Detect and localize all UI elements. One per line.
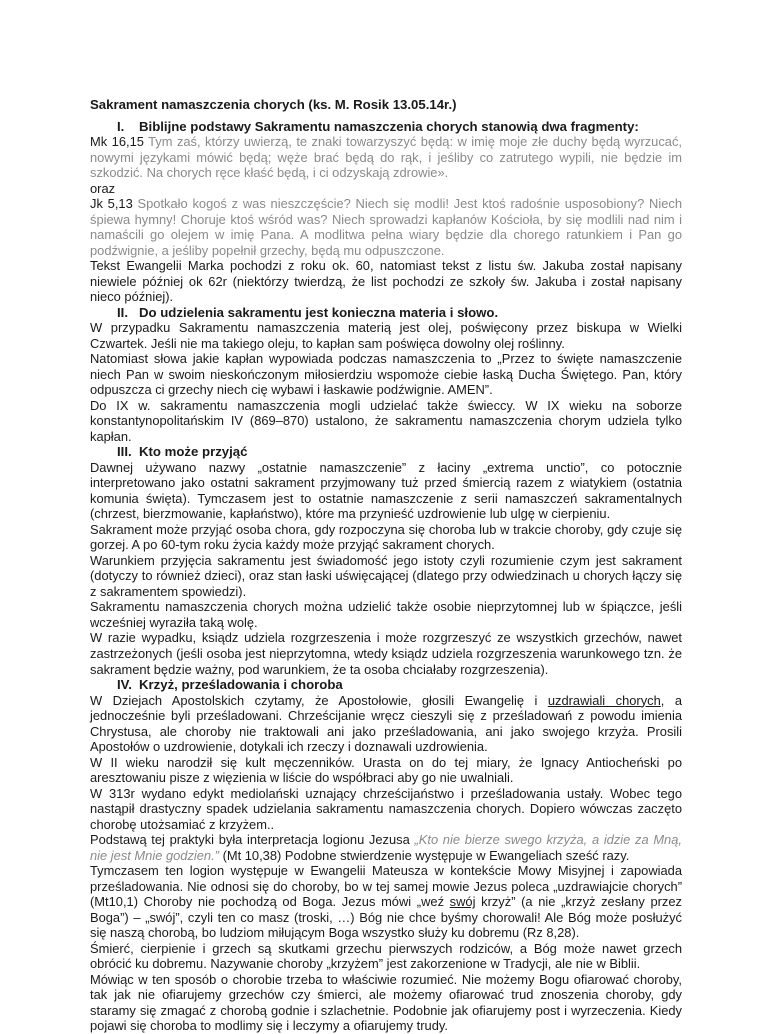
paragraph: Dawnej używano nazwy „ostatnie namaszczenie” z łaciny „extrema unctio”, co potocznie interpretowano jako ostatni sakrament przyjmowany tuż przed śmiercią razem z wiatykiem (ostatnia komunia święta). Tymczasem jest to ostatnie namaszczenie z serii namaszczeń sakramentalnych (chrzest, bierzmowanie, kapłaństwo), które ma przynieść uzdrowienie lub ulgę w cierpieniu. <box>90 459 682 522</box>
paragraph: Śmierć, cierpienie i grzech są skutkami grzechu pierwszych rodziców, a Bóg może nawet grzech obrócić ku dobremu. Nazywanie choroby „krzyżem” jest zakorzenione w Tradycji, ale nie w Biblii. <box>90 940 682 972</box>
bible-reference: Mk 16,15 <box>90 134 144 149</box>
paragraph: W 313r wydano edykt mediolański uznający chrześcijaństwo i prześladowania ustały. Wobec tego nastąpił drastyczny spadek udzielania sakramentu namaszczenia chorych. Dopiero wówczas zaczęto chorobę utożsamiać z krzyżem.. <box>90 785 682 832</box>
bible-quote: Spotkało kogoś z was nieszczęście? Niech się modli! Jest ktoś radośnie usposobiony? Niech śpiewa hymny! Choruje ktoś wśród was? Niech sprowadzi kapłanów Kościoła, by się modlili nad nim i namaścili go olejem w imię Pana. A modlitwa pełna wiary będzie dla chorego ratunkiem i Pan go podźwignie, a jeśliby popełnił grzechy, będą mu odpuszczone. <box>90 196 682 258</box>
text-run: W Dziejach Apostolskich czytamy, że Apostołowie, głosili Ewangelię i <box>90 692 548 708</box>
paragraph: Warunkiem przyjęcia sakramentu jest świadomość jego istoty czyli rozumienie czym jest sakrament (dotyczy to również dzieci), oraz stan łaski uświęcającej (dlatego przy odwiedzinach u chorych łączy się z sakramentem spowiedzi). <box>90 552 682 599</box>
text-run: , a jednocześnie byli prześladowani. Chrześcijanie wręcz cieszyli się z prześladowań z powodu imienia Chrystusa, ale choroby nie traktowali ani jako prześladowania, ani jako swojego krzyża. Prosili Apostołów o uzdrowienie, dotykali ich rzeczy i doznawali uzdrowienia. <box>90 692 682 755</box>
document-page <box>90 97 682 1034</box>
paragraph-jk <box>90 196 682 258</box>
section-number: III. <box>117 444 132 460</box>
section-number: II. <box>117 304 128 320</box>
paragraph: Tekst Ewangelii Marka pochodzi z roku ok. 60, natomiast tekst z listu św. Jakuba został napisany niewiele później ok 62r (niektórzy twierdzą, że list pochodzi ze szkoły św. Jakuba i został napisany nieco później). <box>90 258 682 305</box>
text-run: Tymczasem ten logion występuje w Ewangelii Mateusza w kontekście Mowy Misyjnej i zapowiada prześladowania. Nie odnosi się do choroby, bo w tej samej mowie Jezus poleca „uzdrawiajcie chorych” (Mt10,1) Choroby nie pochodzą od Boga. Jezus mówi „weź <box>90 863 682 910</box>
underlined-text: uzdrawiali chorych <box>547 692 661 708</box>
text-run: krzyż” (a nie „krzyż zesłany przez Boga”) – „swój”, czyli ten co masz (troski, …) Bóg nie chce byśmy chorowali! Ale Bóg może posłużyć się naszą chorobą, bo ludziom miłującym Boga wszystko służy ku dobremu (Rz 8,28). <box>90 894 682 941</box>
section-1-heading <box>90 119 682 135</box>
section-title: Do udzielenia sakramentu jest konieczna materia i słowo. <box>139 304 499 320</box>
paragraph: W razie wypadku, ksiądz udziela rozgrzeszenia i może rozgrzeszyć ze wszystkich grzechów, nawet zastrzeżonych (jeśli osoba jest nieprzytomna, wtedy ksiądz udziela rozgrzeszenia warunkowego tzn. że sakrament będzie ważny, pod warunkiem, że ta osoba chciałaby rozgrzeszenia). <box>90 630 682 677</box>
jesus-logion-quote: „Kto nie bierze swego krzyża, a idzie za Mną, nie jest Mnie godzien.” <box>90 832 682 863</box>
bible-reference: Jk 5,13 <box>90 196 133 212</box>
section-3-heading <box>90 444 682 460</box>
section-2-heading <box>90 305 682 321</box>
paragraph <box>90 863 682 941</box>
section-title: Krzyż, prześladowania i choroba <box>139 677 343 693</box>
paragraph: W przypadku Sakramentu namaszczenia materią jest olej, poświęcony przez biskupa w Wielki Czwartek. Jeśli nie ma takiego oleju, to kapłan sam poświęca dowolny olej roślinny. <box>90 320 682 351</box>
text-run: (Mt 10,38) Podobne stwierdzenie występuje w Ewangeliach sześć razy. <box>218 847 630 863</box>
paragraph: Sakrament może przyjąć osoba chora, gdy rozpoczyna się choroba lub w trakcie choroby, gdy czuje się gorzej. A po 60-tym roku życia każdy może przyjąć sakrament chorych. <box>90 521 682 553</box>
section-title: Kto może przyjąć <box>139 444 248 460</box>
section-number: I. <box>117 118 125 134</box>
paragraph-mk <box>90 134 682 181</box>
paragraph: Do IX w. sakramentu namaszczenia mogli udzielać także świeccy. W IX wieku na soborze konstantynopolitańskim IV (869–870) ustalono, że sakramentu namaszczenia chorym udziela tylko kapłan. <box>90 397 682 444</box>
document-title: Sakrament namaszczenia chorych (ks. M. Rosik 13.05.14r.) <box>90 97 457 112</box>
paragraph <box>90 693 682 755</box>
paragraph: W II wieku narodził się kult męczenników. Urasta on do tej miary, że Ignacy Antiocheński po aresztowaniu pisze z więzienia w liście do współbraci aby go nie uwalniali. <box>90 754 682 786</box>
section-title: Biblijne podstawy Sakramentu namaszczenia chorych stanowią dwa fragmenty: <box>139 118 639 134</box>
paragraph: Sakramentu namaszczenia chorych można udzielić także osobie nieprzytomnej lub w śpiączce, jeśli wcześniej wyraziła taką wolę. <box>90 599 682 630</box>
bible-quote: Tym zaś, którzy uwierzą, te znaki towarzyszyć będą: w imię moje złe duchy będą wyrzucać, nowymi językami mówić będą; węże brać będą do rąk, i jeśliby co zatrutego wypili, nie będzie im szkodzić. Na chorych ręce kłaść będą, i ci odzyskają zdrowie». <box>90 134 682 181</box>
paragraph: Natomiast słowa jakie kapłan wypowiada podczas namaszczenia to „Przez to święte namaszczenie niech Pan w swoim nieskończonym miłosierdziu wspomoże ciebie łaską Ducha Świętego. Pan, który odpuszcza ci grzechy niech cię wybawi i łaskawie podźwignie. AMEN”. <box>90 351 682 398</box>
paragraph-oraz: oraz <box>90 180 116 196</box>
underlined-text: swój <box>449 894 476 910</box>
paragraph <box>90 832 682 863</box>
section-number: IV. <box>117 677 132 693</box>
text-run: Podstawą tej praktyki była interpretacja logionu Jezusa <box>90 832 415 848</box>
paragraph: Mówiąc w ten sposób o chorobie trzeba to właściwie rozumieć. Nie możemy Bogu ofiarować choroby, tak jak nie ofiarujemy grzechów czy śmierci, ale możemy ofiarować trud znoszenia choroby, gdy staramy się zmagać z chorobą godnie i szlachetnie. Podobnie jak ofiarujemy post i wyrzeczenia. Kiedy pojawi się choroba to modlimy się i leczymy a ofiarujemy trudy. <box>90 971 682 1034</box>
section-4-heading <box>90 677 682 693</box>
